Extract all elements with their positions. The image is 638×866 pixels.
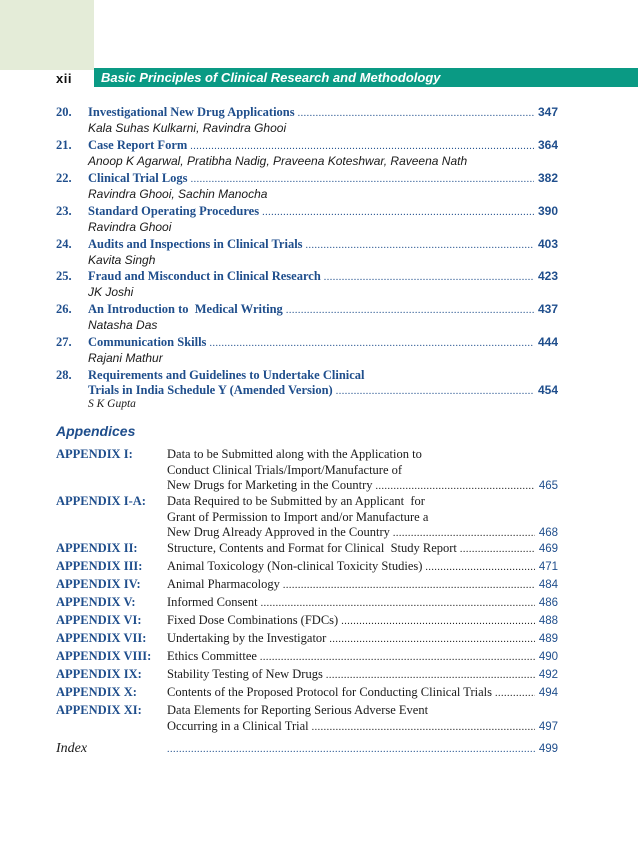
chapter-page[interactable]: 444	[537, 335, 558, 349]
appendix-title-line[interactable]: New Drug Already Approved in the Country	[167, 525, 390, 539]
dot-leader	[283, 578, 535, 594]
appendix-label: APPENDIX VI:	[56, 613, 142, 627]
appendices-heading: Appendices	[56, 423, 136, 439]
chapter-number: 24.	[56, 237, 72, 251]
chapter-title-line-1[interactable]: Requirements and Guidelines to Undertake Clinical	[88, 368, 365, 382]
dot-leader	[298, 108, 534, 119]
appendix-page[interactable]: 468	[538, 527, 558, 539]
appendix-label: APPENDIX IX:	[56, 667, 142, 681]
chapter-number: 20.	[56, 105, 72, 119]
dot-leader	[286, 305, 534, 316]
dot-leader	[260, 650, 535, 666]
appendix-title-line[interactable]: Grant of Permission to Import and/or Manufacture a	[167, 509, 429, 524]
chapter-title[interactable]: Audits and Inspections in Clinical Trials	[88, 237, 303, 251]
chapter-number: 26.	[56, 302, 72, 316]
chapter-number: 22.	[56, 171, 72, 185]
dot-leader	[336, 386, 534, 397]
dot-leader	[460, 542, 535, 558]
appendix-page[interactable]: 471	[538, 561, 558, 573]
appendix-label: APPENDIX V:	[56, 595, 136, 609]
chapter-authors: Kavita Singh	[88, 253, 156, 267]
chapter-number: 21.	[56, 138, 72, 152]
dot-leader	[326, 668, 535, 684]
chapter-number: 27.	[56, 335, 72, 349]
appendix-title-line[interactable]: Stability Testing of New Drugs	[167, 667, 323, 681]
appendix-title-line[interactable]: Ethics Committee	[167, 649, 257, 663]
appendix-title-line[interactable]: Conduct Clinical Trials/Import/Manufacture of	[167, 462, 403, 477]
running-title: Basic Principles of Clinical Research and Methodology	[101, 70, 441, 85]
chapter-page[interactable]: 364	[537, 138, 558, 152]
chapter-page[interactable]: 403	[537, 237, 558, 251]
dot-leader	[324, 272, 534, 283]
dot-leader	[393, 526, 535, 542]
dot-leader	[190, 141, 534, 152]
chapter-page[interactable]: 437	[537, 302, 558, 316]
appendix-label: APPENDIX I:	[56, 447, 133, 461]
chapter-authors: Anoop K Agarwal, Pratibha Nadig, Praveena Koteshwar, Raveena Nath	[88, 154, 468, 168]
chapter-authors: JK Joshi	[88, 285, 134, 299]
chapter-page[interactable]: 423	[537, 269, 558, 283]
chapter-title[interactable]: Investigational New Drug Applications	[88, 105, 295, 119]
dot-leader	[376, 479, 535, 495]
appendix-label: APPENDIX IV:	[56, 577, 141, 591]
page-number: xii	[56, 71, 72, 86]
appendix-label: APPENDIX VIII:	[56, 649, 152, 663]
dot-leader	[167, 744, 535, 755]
chapter-title[interactable]: Clinical Trial Logs	[88, 171, 188, 185]
chapter-page[interactable]: 382	[537, 171, 558, 185]
index-label[interactable]: Index	[56, 741, 88, 756]
chapter-title[interactable]: Case Report Form	[88, 138, 188, 152]
appendix-title-line[interactable]: Animal Pharmacology	[167, 577, 280, 591]
toc-entry-index[interactable]	[56, 741, 558, 757]
chapter-title[interactable]: An Introduction to Medical Writing	[88, 302, 283, 316]
appendix-page[interactable]: 488	[538, 615, 558, 627]
chapter-title[interactable]: Communication Skills	[88, 335, 207, 349]
chapter-number: 28.	[56, 368, 72, 382]
appendix-title-line[interactable]: Data to be Submitted along with the Application to	[167, 447, 422, 461]
chapter-authors: Ravindra Ghooi	[88, 220, 172, 234]
appendix-page[interactable]: 490	[538, 651, 558, 663]
chapter-page[interactable]: 454	[537, 383, 558, 397]
appendix-title-line[interactable]: Animal Toxicology (Non-clinical Toxicity Studies)	[167, 559, 423, 573]
dot-leader	[262, 207, 534, 218]
index-page[interactable]: 499	[538, 743, 558, 755]
appendix-label: APPENDIX XI:	[56, 703, 142, 717]
appendix-title-line[interactable]: Fixed Dose Combinations (FDCs)	[167, 613, 339, 627]
appendix-page[interactable]: 469	[538, 543, 558, 555]
appendix-page[interactable]: 497	[538, 720, 558, 733]
appendix-page[interactable]: 492	[538, 669, 558, 681]
chapter-number: 25.	[56, 269, 72, 283]
chapter-page[interactable]: 390	[537, 204, 558, 218]
appendix-page[interactable]: 484	[538, 579, 558, 591]
appendix-page[interactable]: 486	[538, 597, 558, 609]
appendix-title-line[interactable]: New Drugs for Marketing in the Country	[167, 478, 373, 492]
appendix-title-line[interactable]: Informed Consent	[167, 595, 258, 609]
appendix-label: APPENDIX I-A:	[56, 494, 146, 508]
appendix-label: APPENDIX II:	[56, 541, 138, 555]
appendix-page[interactable]: 494	[538, 687, 558, 699]
dot-leader	[261, 596, 535, 612]
dot-leader	[495, 686, 535, 702]
appendix-label: APPENDIX III:	[56, 559, 143, 573]
dot-leader	[425, 560, 534, 576]
appendix-title-line[interactable]: Contents of the Proposed Protocol for Conducting Clinical Trials	[167, 685, 492, 699]
dot-leader	[312, 720, 535, 736]
dot-leader	[209, 338, 534, 349]
appendix-title-line[interactable]: Undertaking by the Investigator	[167, 631, 327, 645]
chapter-number: 23.	[56, 204, 72, 218]
appendix-title-line[interactable]: Structure, Contents and Format for Clinical Study Report	[167, 541, 457, 555]
appendix-label: APPENDIX VII:	[56, 631, 147, 645]
chapter-authors: S K Gupta	[88, 398, 136, 410]
chapter-authors: Ravindra Ghooi, Sachin Manocha	[88, 187, 268, 201]
appendix-title-line[interactable]: Data Elements for Reporting Serious Adverse Event	[167, 703, 429, 717]
corner-tint-block	[0, 0, 94, 70]
appendix-page[interactable]: 489	[538, 633, 558, 645]
chapter-title[interactable]: Fraud and Misconduct in Clinical Research	[88, 269, 321, 283]
appendix-label: APPENDIX X:	[56, 685, 137, 699]
dot-leader	[341, 614, 535, 630]
chapter-title[interactable]: Standard Operating Procedures	[88, 204, 260, 218]
appendix-title-line[interactable]: Data Required to be Submitted by an Applicant for	[167, 494, 425, 508]
appendix-page[interactable]: 465	[538, 480, 558, 492]
dot-leader	[329, 632, 534, 648]
appendix-title-line[interactable]: Occurring in a Clinical Trial	[167, 718, 309, 733]
chapter-authors: Natasha Das	[88, 318, 158, 332]
chapter-page[interactable]: 347	[537, 105, 558, 119]
chapter-authors: Kala Suhas Kulkarni, Ravindra Ghooi	[88, 121, 287, 135]
chapter-title-line-2[interactable]: Trials in India Schedule Y (Amended Version)	[88, 383, 333, 397]
dot-leader	[191, 174, 534, 185]
chapter-authors: Rajani Mathur	[88, 351, 163, 365]
dot-leader	[306, 240, 534, 251]
